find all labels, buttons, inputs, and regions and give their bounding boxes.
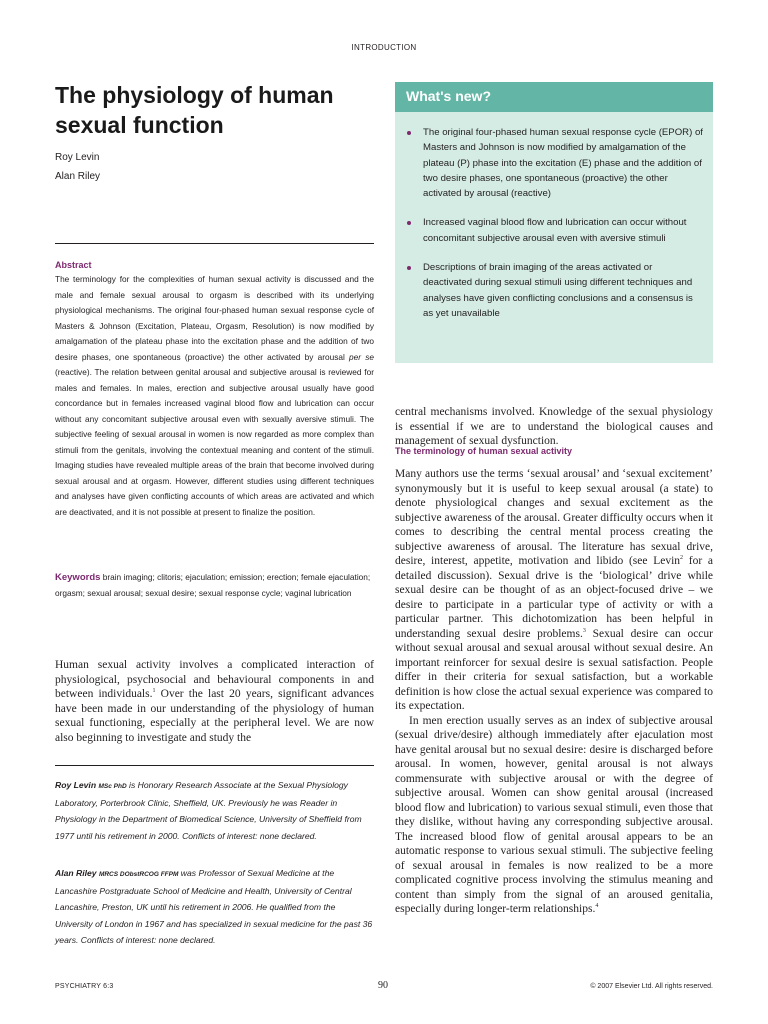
abstract-heading: Abstract (55, 260, 92, 270)
section-body (395, 467, 713, 917)
author-name: Roy Levin (55, 152, 100, 163)
whats-new-box (395, 82, 713, 363)
abstract-text: The terminology for the complexities of human sexual activity is discussed and the male and female sexual arousal to orgasm is described with its underlying physiological mechanisms. The original four-phased human sexual response cycle of Masters & Johnson (Excitation, Plateau, Orgasm, Resolution) is now modified by amalgamation of the plateau phase into the excitation phase and the addition of two desire phases, one spontaneous (proactive) the other activated by arousal per se (reactive). The relation between genital arousal and subjective arousal is reviewed for males and females. In males, erection and subjective arousal usually have good concordance but in females increased vaginal blood flow and lubrication can occur without any concomitant subjective arousal even with sexually aversive stimuli. The subjective feeling of sexual arousal in women is now regarded as more complex than stimuli from the genitals, involving the contextual meaning and content of the stimuli. Imaging studies have revealed multiple areas of the brain that become involved during sexual arousal and at orgasm. However, different studies using different techniques and analyses have given conflicting accounts of which areas are activated and which are deactivated, and it is not possible at present to finalize the position. (55, 274, 375, 517)
whats-new-item: Descriptions of brain imaging of the areas activated or deactivated during sexual stimuli using different techniques and analyses have given conflicting conclusions and a consensus is as yet unavailable (407, 260, 703, 321)
divider (55, 765, 374, 766)
bullet-icon (407, 221, 411, 225)
author-note-degrees: MSc PhD (98, 783, 127, 790)
author-note-degrees: MRCS DObstRCOG FFPM (98, 871, 179, 878)
author-name: Alan Riley (55, 171, 101, 182)
whats-new-item: Increased vaginal blood flow and lubrication can occur without concomitant subjective arousal even with aversive stimuli (407, 215, 703, 246)
author-note: Roy Levin MSc PhD is Honorary Research Associate at the Sexual Physiology Laboratory, Porterbrook Clinic, Sheffield, UK. Previously he was Reader in Physiology in the Department of Biomedical Science, University of Sheffield from 1977 until his retirement in 2000. Conflicts of interest: none declared. (55, 780, 362, 841)
citation: 3 (582, 627, 586, 634)
bullet-icon (407, 131, 411, 135)
whats-new-heading: What's new? (395, 82, 713, 112)
page-number: 90 (378, 980, 388, 991)
section-heading: The terminology of human sexual activity (395, 446, 573, 456)
whats-new-list (395, 112, 713, 321)
article-title: The physiology of human sexual function (55, 82, 334, 138)
footer-journal: PSYCHIATRY 6:3 (55, 983, 114, 990)
keywords-label: Keywords (55, 572, 101, 583)
bullet-icon (407, 266, 411, 270)
footer-copyright: © 2007 Elsevier Ltd. All rights reserved. (590, 983, 713, 990)
body-paragraph: Many authors use the terms ‘sexual arousal’ and ‘sexual excitement’ synonymously but it is useful to keep sexual arousal (a state) to denote physiological changes and sexual excitement as the subjective awareness of the arousal. Greater difficulty occurs when it comes to describing the central mental process creating the subjective awareness of arousal. The literature has sexual drive, desire, interest, appetite, motivation and libido (see Levin$^2$ for a detailed discussion). Sexual drive is the ‘biological’ drive while sexual desire can be thought of as an object-focused drive – we desire to participate in a particular type of activity or with a particular partner. This dichotomization has been helpful in understanding sexual desire problems.$^3$ Sexual desire can occur without sexual arousal and sexual arousal without sexual desire. An important reinforcer for sexual desire is sexual satisfaction. People differ in their criteria for sexual satisfaction, but a workable definition is how close the actual sexual experience was compared to its expectation. (395, 468, 713, 712)
citation: 2 (680, 555, 684, 562)
whats-new-item: The original four-phased human sexual response cycle (EPOR) of Masters and Johnson is now modified by amalgamation of the plateau (P) phase into the excitation (E) phase and the addition of two desire phases, one spontaneous (proactive) the other activated by arousal (reactive) (407, 125, 703, 201)
citation: 1 (152, 688, 156, 695)
divider (55, 243, 374, 244)
author-note-name: Alan Riley (55, 868, 97, 878)
intro-paragraph: Human sexual activity involves a complicated interaction of physiological, psychosocial and behavioural components in and between individuals.$^1$ Over the last 20 years, significant advances have been made in our understanding of the physiology of human sexual functioning, especially at the peripheral level. We are now also beginning to investigate and study the (55, 659, 374, 744)
keywords-list: brain imaging; clitoris; ejaculation; emission; erection; female ejaculation; orgasm; sexual arousal; sexual desire; sexual response cycle; vaginal lubrication (55, 572, 371, 598)
body-paragraph: In men erection usually serves as an index of subjective arousal (sexual drive/desire) although immediately after ejaculation most have genital arousal but no sexual desire: desire is discharged before arousal. In women, however, genital arousal is not always commensurate with subjective arousal or with the degree of subjective arousal. Women can show genital arousal (increased blood flow and lubrication) to various sexual stimuli, even those that they dislike, without having any corresponding subjective arousal. The increased blood flow of genital arousal appears to be an automatic response to various sexual stimuli. The subjective feeling of sexual arousal in females is now realized to be a more complicated cognitive process involving the stimulus meaning and content than simply from the signal of an aroused genitalia, especially during longer-term relationships.$^4$ (395, 714, 713, 915)
citation: 4 (595, 903, 599, 910)
author-note-name: Roy Levin (55, 780, 97, 790)
keywords (55, 570, 374, 601)
continuation-paragraph: central mechanisms involved. Knowledge of the sexual physiology is essential if we are to understand the biological causes and management of sexual dysfunction. (395, 406, 713, 447)
author-note: Alan Riley MRCS DObstRCOG FFPM was Professor of Sexual Medicine at the Lancashire Postgraduate School of Medicine and Health, University of Central Lancashire, Preston, UK until his retirement in 2006. He qualified from the University of London in 1967 and has specialized in sexual medicine for the past 36 years. Conflicts of interest: none declared. (55, 868, 373, 945)
running-head: INTRODUCTION (351, 43, 417, 52)
